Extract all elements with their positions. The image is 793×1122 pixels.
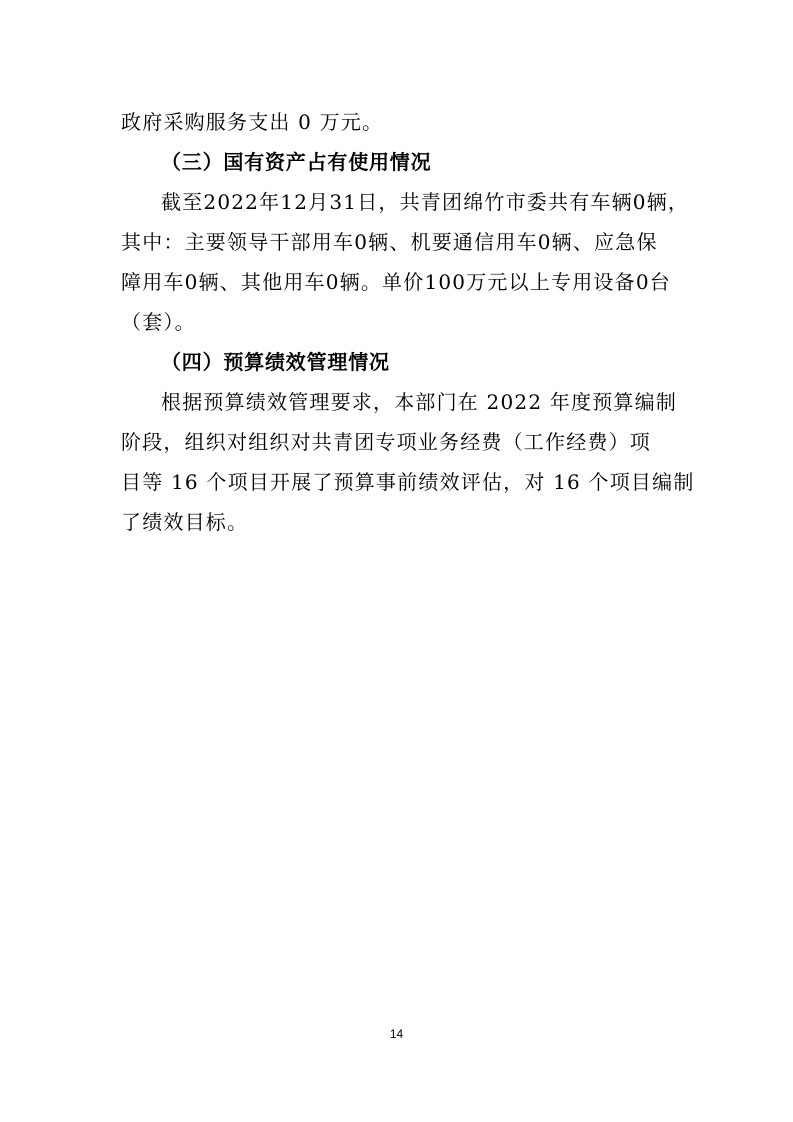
paragraph-line: 根据预算绩效管理要求，本部门在 2022 年度预算编制 xyxy=(161,390,678,414)
section-heading-performance: （四）预算绩效管理情况 xyxy=(161,350,390,374)
paragraph-line: 截至2022年12月31日，共青团绵竹市委共有车辆0辆， xyxy=(161,190,690,214)
page-number: 14 xyxy=(389,1027,404,1041)
paragraph-line: （套）。 xyxy=(121,310,196,334)
paragraph-line: 其中：主要领导干部用车0辆、机要通信用车0辆、应急保 xyxy=(121,230,658,254)
paragraph-line: 了绩效目标。 xyxy=(121,510,249,534)
paragraph-line: 政府采购服务支出 0 万元。 xyxy=(121,110,384,134)
document-body xyxy=(121,102,695,542)
paragraph-line: 阶段，组织对组织对共青团专项业务经费（工作经费）项 xyxy=(121,430,651,454)
paragraph-line: 障用车0辆、其他用车0辆。单价100万元以上专用设备0台 xyxy=(121,270,671,294)
section-heading-assets: （三）国有资产占有使用情况 xyxy=(161,150,432,174)
paragraph-line: 目等 16 个项目开展了预算事前绩效评估，对 16 个项目编制 xyxy=(121,470,695,494)
